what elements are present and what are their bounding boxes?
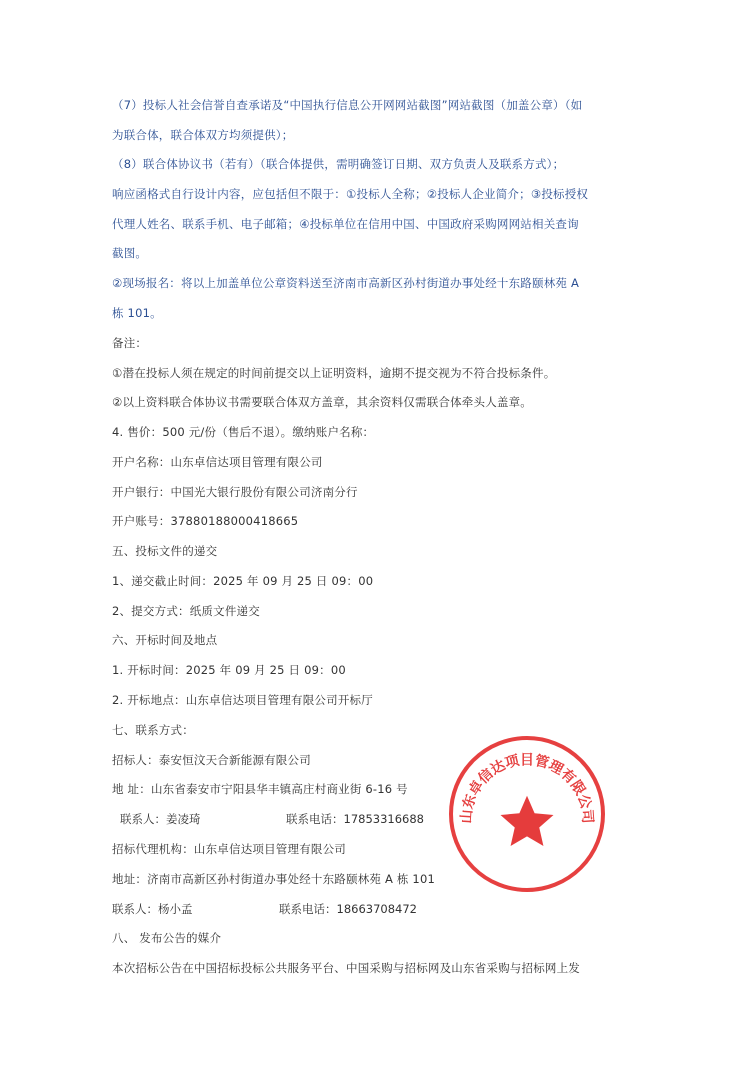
- text-line: 2. 开标地点：山东卓信达项目管理有限公司开标厅: [112, 693, 373, 707]
- text-line: 招标人：泰安恒汶天合新能源有限公司: [112, 753, 311, 767]
- text-line: ②以上资料联合体协议书需要联合体双方盖章，其余资料仅需联合体牵头人盖章。: [112, 395, 533, 409]
- text-line: （8）联合体协议书（若有）（联合体提供，需明确签订日期、双方负责人及联系方式）；: [112, 157, 565, 171]
- text-line: 本次招标公告在中国招标投标公共服务平台、中国采购与招标网及山东省采购与招标网上发: [112, 961, 580, 975]
- text-line: 开户账号：37880188000418665: [112, 514, 299, 528]
- seal-text: 山东卓信达项目管理有限公司: [458, 752, 596, 825]
- text-line: 为联合体，联合体双方均须提供）；: [112, 128, 294, 142]
- section-heading: 五、投标文件的递交: [112, 544, 218, 558]
- star-icon: [500, 796, 553, 846]
- section-heading: 七、联系方式：: [112, 723, 194, 737]
- text-line: 开户名称：山东卓信达项目管理有限公司: [112, 455, 323, 469]
- text-line: （7）投标人社会信誉自查承诺及“中国执行信息公开网网站截图”网站截图（加盖公章）（如: [112, 98, 583, 112]
- text-line: 截图。: [112, 246, 148, 260]
- contact-person: 联系人：姜凌琦: [120, 812, 201, 826]
- text-line: 栋 101。: [112, 306, 162, 320]
- text-line: 2、提交方式：纸质文件递交: [112, 604, 260, 618]
- section-heading: 六、开标时间及地点: [112, 633, 218, 647]
- contact-phone: 联系电话：17853316688: [286, 812, 424, 826]
- section-heading: 八、 发布公告的媒介: [112, 931, 222, 945]
- text-line: 开户银行：中国光大银行股份有限公司济南分行: [112, 485, 358, 499]
- text-line: ②现场报名：将以上加盖单位公章资料送至济南市高新区孙村街道办事处经十东路颐林苑 A: [112, 276, 580, 290]
- text-line: 1、递交截止时间：2025 年 09 月 25 日 09：00: [112, 574, 374, 588]
- text-line: 招标代理机构：山东卓信达项目管理有限公司: [112, 842, 346, 856]
- text-line: 代理人姓名、联系手机、电子邮箱；④投标单位在信用中国、中国政府采购网网站相关查询: [112, 217, 579, 231]
- text-line: 1. 开标时间：2025 年 09 月 25 日 09：00: [112, 663, 346, 677]
- text-line: 4. 售价：500 元/份（售后不退）。缴纳账户名称：: [112, 425, 375, 439]
- company-seal-stamp: [446, 733, 608, 895]
- text-line: ①潜在投标人须在规定的时间前提交以上证明资料，逾期不提交视为不符合投标条件。: [112, 366, 556, 380]
- text-line: 地址：济南市高新区孙村街道办事处经十东路颐林苑 A 栋 101: [112, 872, 435, 886]
- text-line: 地 址：山东省泰安市宁阳县华丰镇高庄村商业街 6-16 号: [112, 782, 408, 796]
- contact-phone: 联系电话：18663708472: [279, 902, 417, 916]
- contact-person: 联系人：杨小孟: [112, 902, 193, 916]
- text-line: 响应函格式自行设计内容，应包括但不限于：①投标人全称；②投标人企业简介；③投标授权: [112, 187, 589, 201]
- text-line: 备注：: [112, 336, 148, 350]
